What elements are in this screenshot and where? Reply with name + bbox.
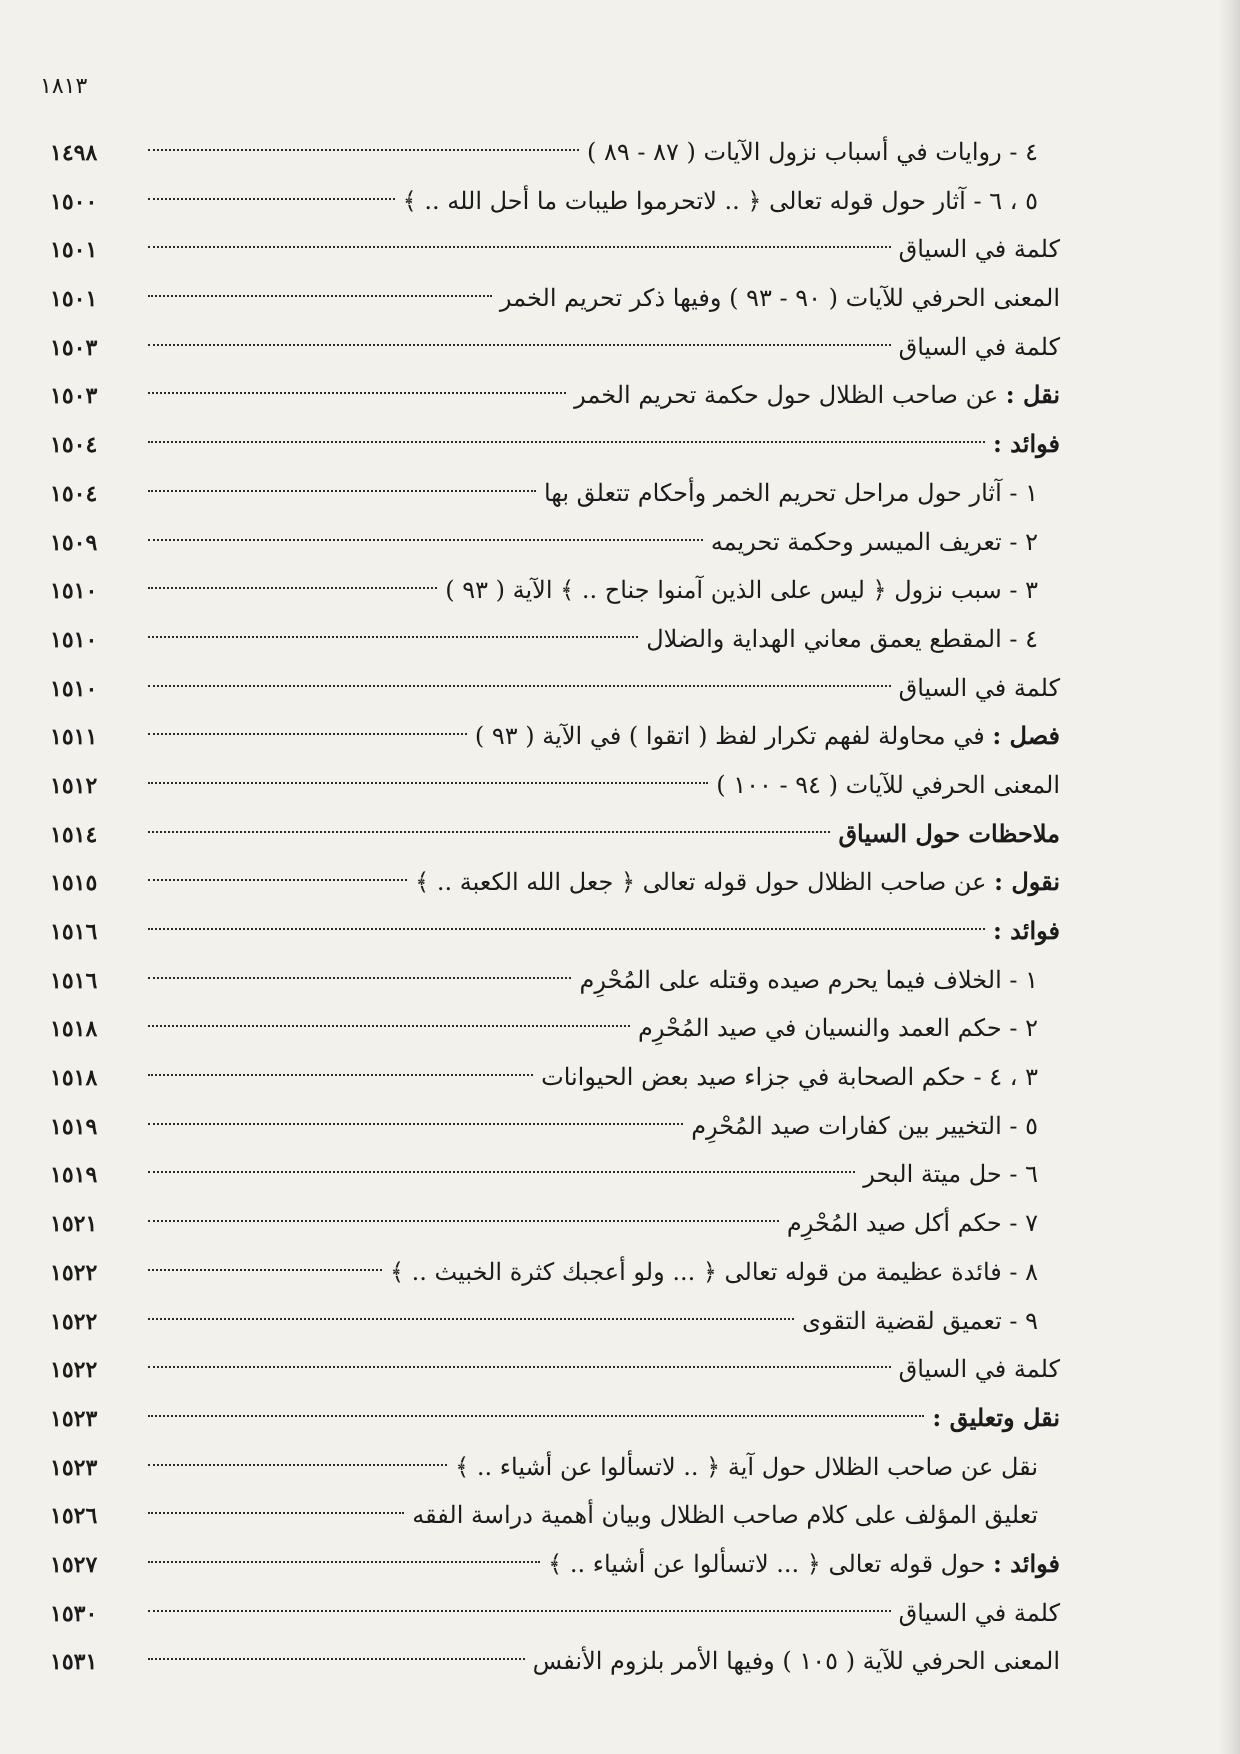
toc-entry-title [412, 1491, 1060, 1540]
toc-entry-text: ٥ - التخيير بين كفارات صيد المُحْرِم [691, 1111, 1038, 1140]
toc-entry [50, 956, 1060, 1005]
toc-entry [50, 128, 1060, 177]
toc-entry [50, 1248, 1060, 1297]
dot-leader [148, 831, 830, 833]
dot-leader [148, 733, 467, 735]
toc-entry [50, 274, 1060, 323]
toc-entry-title [455, 1443, 1060, 1492]
toc-entry-page: ١٥١٦ [50, 919, 98, 945]
toc-entry-title [993, 907, 1060, 956]
toc-entry [50, 469, 1060, 518]
toc-entry [50, 177, 1060, 226]
toc-entry-page: ١٥٢٦ [50, 1503, 98, 1530]
dot-leader [148, 1415, 924, 1417]
toc-entry [50, 1540, 1060, 1589]
toc-entry-page: ١٥١٤ [50, 821, 98, 848]
dot-leader [148, 1366, 891, 1368]
toc-entry [50, 761, 1060, 810]
dot-leader [148, 782, 708, 784]
toc-entry-text: ٧ - حكم أكل صيد المُحْرِم [786, 1209, 1038, 1238]
toc-entry [50, 323, 1060, 372]
dot-leader [148, 198, 395, 200]
dot-leader [148, 1074, 533, 1076]
toc-entry-title [587, 128, 1060, 177]
toc-entry-title [415, 858, 1060, 907]
toc-entry-text: المعنى الحرفي للآيات ( ٩٤ - ١٠٠ ) [716, 770, 1060, 799]
toc-entry-text: المعنى الحرفي للآية ( ١٠٥ ) وفيها الأمر بلزوم الأنفس [532, 1647, 1060, 1676]
dot-leader [148, 977, 571, 979]
toc-entry-lead: نقل : [1005, 380, 1060, 410]
toc-entry-page: ١٥٠٣ [50, 334, 98, 361]
dot-leader [148, 636, 638, 638]
toc-entry-page: ١٥٢٢ [50, 1308, 98, 1335]
toc-entry-text: ١ - آثار حول مراحل تحريم الخمر وأحكام تتعلق بها [543, 478, 1038, 507]
dot-leader [148, 295, 492, 297]
toc-entry-text: ٥ ، ٦ - آثار حول قوله تعالى ﴿ .. لاتحرموا طيبات ما أحل الله .. ﴾ [402, 186, 1038, 215]
toc-entry-page: ١٥٢٢ [50, 1259, 98, 1286]
toc-entry-title [787, 1199, 1060, 1248]
toc-entry-page: ١٥١٩ [50, 1113, 98, 1140]
dot-leader [148, 1220, 779, 1222]
toc-entry-page: ١٥١٦ [50, 967, 98, 994]
toc-entry [50, 1297, 1060, 1346]
toc-entry-text: ٤ - المقطع يعمق معاني الهداية والضلال [646, 624, 1038, 653]
toc-entry-text: ٦ - حل ميتة البحر [863, 1160, 1038, 1189]
toc-entry-title [899, 323, 1060, 372]
toc-entry-title [541, 1053, 1060, 1102]
toc-entry-title [574, 371, 1060, 420]
toc-entry-title [899, 1589, 1060, 1638]
toc-entry-title [838, 810, 1060, 859]
toc-entry-page: ١٥١٠ [50, 626, 98, 653]
toc-entry-text: كلمة في السياق [898, 673, 1060, 702]
toc-entry-page: ١٥٠٠ [50, 188, 98, 215]
toc-entry-title [863, 1150, 1060, 1199]
dot-leader [148, 879, 407, 881]
toc-entry-page: ١٥١٨ [50, 1016, 98, 1043]
toc-entry-page: ١٥٢٣ [50, 1454, 98, 1481]
toc-entry [50, 1345, 1060, 1394]
toc-entry-lead: ملاحظات حول السياق [838, 818, 1060, 848]
toc-entry-text: ٣ ، ٤ - حكم الصحابة في جزاء صيد بعض الحيوانات [541, 1063, 1038, 1092]
toc-entry [50, 1150, 1060, 1199]
toc-entry-text: كلمة في السياق [898, 235, 1060, 264]
toc-entry-page: ١٥٢٧ [50, 1551, 98, 1578]
dot-leader [148, 246, 891, 248]
toc-entry-page: ١٥٠٤ [50, 480, 98, 507]
toc-entry [50, 615, 1060, 664]
page-number: ١٨١٣ [40, 74, 88, 99]
toc-entry-page: ١٥١٥ [50, 870, 98, 897]
toc-entry-page: ١٥٣٠ [50, 1600, 98, 1627]
dot-leader [148, 1171, 855, 1173]
toc-entry-text: عن صاحب الظلال حول حكمة تحريم الخمر [574, 381, 1006, 410]
toc-entry-text: عن صاحب الظلال حول قوله تعالى ﴿ جعل الله الكعبة .. ﴾ [415, 868, 995, 897]
dot-leader [148, 490, 536, 492]
toc-entry [50, 1053, 1060, 1102]
dot-leader [148, 1318, 794, 1320]
toc-entry-title [390, 1248, 1060, 1297]
dot-leader [148, 1512, 404, 1514]
dot-leader [148, 1123, 683, 1125]
dot-leader [148, 344, 891, 346]
toc-entry-page: ١٥٢٢ [50, 1357, 98, 1384]
toc-entry-title [544, 469, 1060, 518]
toc-entry-text: في محاولة لفهم تكرار لفظ ( اتقوا ) في الآية ( ٩٣ ) [474, 722, 993, 751]
toc-entry-title [899, 1345, 1060, 1394]
toc-entry-title [932, 1394, 1060, 1443]
toc-entry-lead: فصل : [992, 721, 1060, 751]
toc-entry [50, 1637, 1060, 1686]
dot-leader [148, 539, 703, 541]
toc-entry-page: ١٥٠٩ [50, 529, 98, 556]
toc-entry-text: كلمة في السياق [898, 332, 1060, 361]
toc-entry [50, 712, 1060, 761]
toc-entry [50, 1491, 1060, 1540]
toc-entry-lead: نقل وتعليق : [932, 1402, 1060, 1432]
toc-entry [50, 1102, 1060, 1151]
dot-leader [148, 1561, 540, 1563]
toc-entry [50, 907, 1060, 956]
toc-entry-lead: فوائد : [992, 916, 1060, 945]
toc-entry-title [716, 761, 1060, 810]
page-edge-shadow [1218, 0, 1240, 1754]
toc-entry-page: ١٥٠١ [50, 237, 98, 264]
toc-entry-text: كلمة في السياق [898, 1355, 1060, 1384]
toc-entry [50, 1589, 1060, 1638]
toc-entry-page: ١٥١١ [50, 724, 98, 751]
toc-entry [50, 420, 1060, 469]
toc-entry-text: كلمة في السياق [898, 1598, 1060, 1627]
toc-entry-title [548, 1540, 1060, 1589]
toc-entry-title [802, 1297, 1060, 1346]
dot-leader [148, 928, 985, 930]
dot-leader [148, 149, 579, 151]
toc-entry [50, 664, 1060, 713]
dot-leader [148, 441, 985, 443]
dot-leader [148, 1464, 447, 1466]
toc-entry-page: ١٥٠١ [50, 286, 98, 313]
toc-entry [50, 371, 1060, 420]
toc-entry-page: ١٥٣١ [50, 1649, 98, 1676]
toc-entry [50, 810, 1060, 859]
dot-leader [148, 1025, 630, 1027]
toc-entry-title [579, 956, 1060, 1005]
toc-entry-page: ١٥١٠ [50, 675, 98, 702]
toc-entry-title [445, 566, 1060, 615]
toc-entry-page: ١٥١٢ [50, 772, 98, 799]
dot-leader [148, 392, 566, 394]
toc-entry [50, 1443, 1060, 1492]
toc-entry-title [899, 225, 1060, 274]
toc-entry [50, 518, 1060, 567]
toc-entry-page: ١٥١٠ [50, 578, 98, 605]
toc-entry-text: نقل عن صاحب الظلال حول آية ﴿ .. لاتسألوا عن أشياء .. ﴾ [455, 1452, 1038, 1481]
dot-leader [148, 587, 437, 589]
toc-entry-text: ٤ - روايات في أسباب نزول الآيات ( ٨٧ - ٨٩ ) [586, 138, 1038, 166]
toc-entry-text: ١ - الخلاف فيما يحرم صيده وقتله على المُحْرِم [579, 965, 1038, 994]
toc-entry-title [403, 177, 1060, 226]
toc-entry-page: ١٥٢١ [50, 1211, 98, 1238]
toc-entry-page: ١٥٢٣ [50, 1405, 98, 1432]
toc-entry-text: ٣ - سبب نزول ﴿ ليس على الذين آمنوا جناح .. ﴾ الآية ( ٩٣ ) [445, 576, 1038, 605]
toc-entry-title [993, 420, 1060, 469]
toc-entry [50, 1394, 1060, 1443]
toc-entry-text: حول قوله تعالى ﴿ ... لاتسألوا عن أشياء .. ﴾ [548, 1549, 993, 1578]
toc-entry-title [711, 518, 1060, 567]
table-of-contents [50, 128, 1060, 1686]
toc-entry-lead: فوائد : [992, 1548, 1060, 1578]
toc-entry-title [638, 1004, 1060, 1053]
toc-entry-text: ٩ - تعميق لقضية التقوى [802, 1306, 1038, 1335]
toc-entry-title [500, 274, 1060, 323]
toc-entry [50, 566, 1060, 615]
toc-entry [50, 858, 1060, 907]
toc-entry-page: ١٥١٨ [50, 1065, 98, 1092]
toc-entry [50, 1199, 1060, 1248]
toc-entry-text: ٢ - حكم العمد والنسيان في صيد المُحْرِم [637, 1014, 1038, 1043]
toc-entry [50, 1004, 1060, 1053]
toc-entry-title [646, 615, 1060, 664]
toc-entry-title [475, 712, 1060, 761]
toc-entry-lead: فوائد : [992, 429, 1060, 459]
toc-entry-text: ٢ - تعريف الميسر وحكمة تحريمه [710, 527, 1038, 556]
toc-entry-lead: نقول : [994, 867, 1060, 897]
toc-entry-text: المعنى الحرفي للآيات ( ٩٠ - ٩٣ ) وفيها ذكر تحريم الخمر [499, 284, 1060, 313]
toc-entry-page: ١٥٠٤ [50, 432, 98, 459]
dot-leader [148, 1658, 525, 1660]
toc-entry [50, 225, 1060, 274]
toc-entry-text: تعليق المؤلف على كلام صاحب الظلال وبيان أهمية دراسة الفقه [412, 1501, 1038, 1530]
toc-entry-title [533, 1637, 1060, 1686]
dot-leader [148, 1269, 382, 1271]
dot-leader [148, 685, 891, 687]
toc-entry-page: ١٥٠٣ [50, 383, 98, 410]
toc-entry-page: ١٥١٩ [50, 1162, 98, 1189]
toc-entry-title [899, 664, 1060, 713]
toc-entry-text: ٨ - فائدة عظيمة من قوله تعالى ﴿ ... ولو أعجبك كثرة الخبيث .. ﴾ [389, 1257, 1038, 1286]
toc-entry-title [691, 1102, 1060, 1151]
toc-entry-page: ١٤٩٨ [50, 140, 98, 166]
dot-leader [148, 1610, 891, 1612]
